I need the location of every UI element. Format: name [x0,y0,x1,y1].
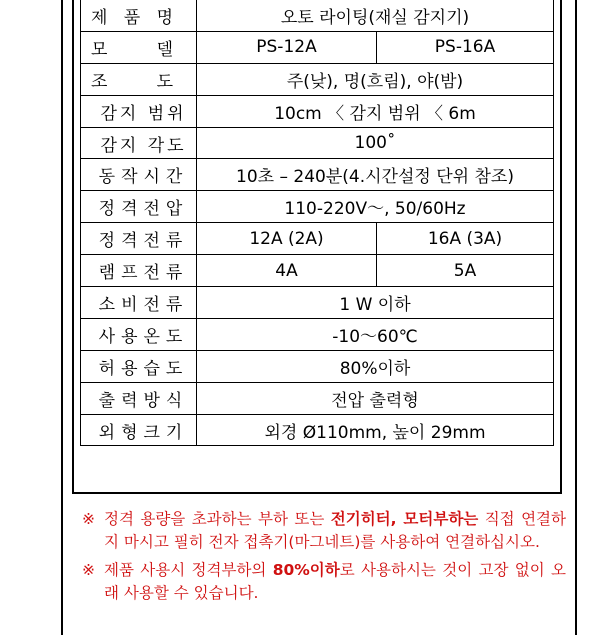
spec-row-humidity [81,350,554,382]
note-text: 제품 사용시 정격부하의 [104,561,273,579]
spec-label: 램프전류 [81,255,197,287]
spec-value: 오토 라이팅(재실 감지기) [197,0,554,31]
spec-label: 정격전류 [81,223,197,255]
spec-value: 110-220V～, 50/60Hz [197,191,554,223]
spec-value: 10초 – 240분(4.시간설정 단위 참조) [197,159,554,191]
spec-value: 10cm 〈 감지 범위 〈 6m [197,95,554,127]
right-page-bar [575,0,577,635]
caution-note-1 [82,508,566,554]
spec-row-detection-range [81,95,554,127]
spec-label [81,63,197,95]
spec-label-char: 조 [91,71,108,92]
spec-row-lamp-current [81,255,554,287]
spec-label: 동작시간 [81,159,197,191]
spec-table [80,0,554,446]
caution-notes [82,508,566,610]
spec-label: 출력방식 [81,382,197,414]
spec-row-rated-current [81,223,554,255]
spec-label [81,0,197,31]
note-text: 정격 용량을 초과하는 부하 또는 [104,510,331,528]
spec-label-char: 명 [156,7,173,28]
left-page-bar [61,0,63,635]
note-text: 로 사용하시는 것이 고장 없이 오래 사용할 수 있습니다. [104,561,566,602]
spec-label-char: 모 [91,39,108,60]
spec-value: 5A [377,255,554,287]
spec-label: 사용온도 [81,318,197,350]
spec-row-operating-temp [81,318,554,350]
spec-value: 100˚ [197,127,554,159]
spec-row-operating-time [81,159,554,191]
spec-value: 1 W 이하 [197,287,554,319]
spec-value: 16A (3A) [377,223,554,255]
note-text: 직접 연결하지 마시고 필히 전자 접촉기(마그네트)를 사용하여 연결하십시오. [104,510,566,551]
spec-label [81,31,197,63]
spec-label: 감지 각도 [81,127,197,159]
note-emphasis: 전기히터, 모터부하는 [330,510,479,528]
spec-label-char: 도 [156,71,173,92]
spec-row-illuminance [81,63,554,95]
spec-row-product-name [81,0,554,31]
spec-row-model [81,31,554,63]
spec-value: 전압 출력형 [197,382,554,414]
spec-value: PS-16A [377,31,554,63]
spec-label: 외형크기 [81,414,197,446]
note-mark-icon: ※ [82,561,95,579]
spec-label: 소비전류 [81,287,197,319]
spec-row-rated-voltage [81,191,554,223]
spec-row-detection-angle [81,127,554,159]
caution-note-2 [82,559,566,605]
spec-label-char: 델 [156,39,173,60]
spec-value: 12A (2A) [197,223,377,255]
spec-row-dimensions [81,414,554,446]
spec-label-char: 제 [91,7,108,28]
spec-value: -10～60℃ [197,318,554,350]
note-emphasis: 80%이하 [272,561,340,579]
spec-value: PS-12A [197,31,377,63]
spec-value: 4A [197,255,377,287]
spec-row-power-consumption [81,287,554,319]
note-mark-icon: ※ [82,510,95,528]
spec-label-char: 품 [123,7,141,28]
spec-row-output-type [81,382,554,414]
spec-value: 외경 Ø110mm, 높이 29mm [197,414,554,446]
spec-label: 허용습도 [81,350,197,382]
spec-value: 80%이하 [197,350,554,382]
spec-value: 주(낮), 명(흐림), 야(밤) [197,63,554,95]
spec-label: 감지 범위 [81,95,197,127]
spec-label: 정격전압 [81,191,197,223]
